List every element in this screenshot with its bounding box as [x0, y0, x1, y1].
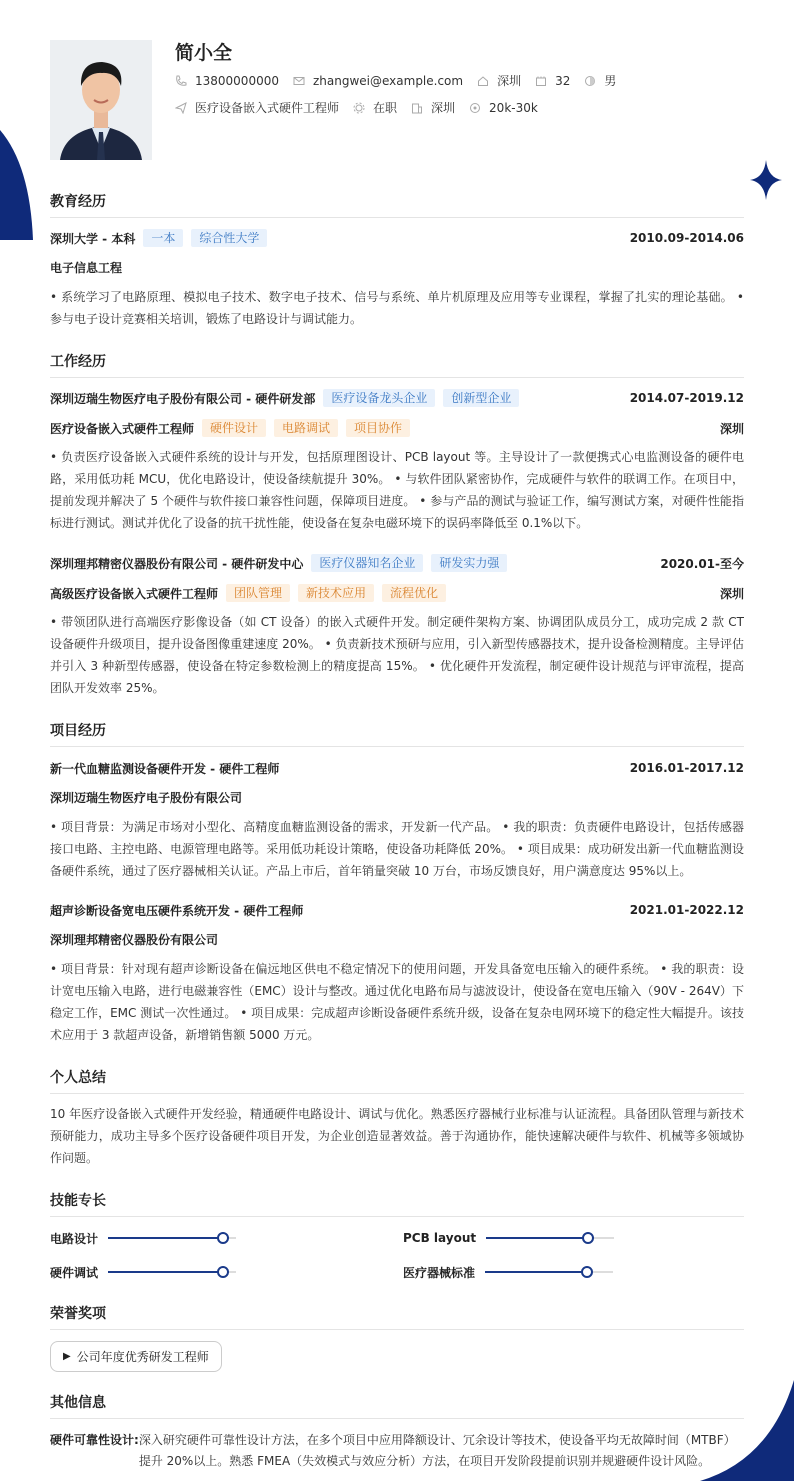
gender-value: 男	[604, 74, 617, 88]
award-item[interactable]	[50, 1341, 222, 1372]
resume-page	[50, 0, 744, 1468]
basic-info-row	[175, 72, 630, 89]
work-entry	[50, 553, 744, 699]
company-tag: 医疗设备龙头企业	[323, 389, 435, 407]
status-value: 在职	[373, 101, 398, 115]
project-entry	[50, 758, 744, 882]
job-intention-row	[175, 99, 552, 116]
major: 电子信息工程	[50, 261, 123, 275]
other-info-label: 硬件可靠性设计:	[50, 1433, 139, 1447]
city-value: 深圳	[497, 74, 522, 88]
company-dept: 深圳迈瑞生物医疗电子股份有限公司 - 硬件研发部	[50, 391, 316, 406]
education-description: • 系统学习了电路原理、模拟电子技术、数字电子技术、信号与系统、单片机原理及应用等专业课程，掌握了扎实的理论基础。 • 参与电子设计竞赛相关培训，锻炼了电路设计与调试能力。	[50, 290, 744, 326]
award-name: 公司年度优秀研发工程师	[76, 1350, 209, 1364]
skill-level-bar	[486, 1237, 614, 1239]
project-name-role: 超声诊断设备宽电压硬件系统开发 - 硬件工程师	[50, 903, 304, 918]
age-icon	[535, 75, 547, 87]
gender-icon	[584, 75, 596, 87]
skill-tag: 团队管理	[226, 584, 290, 602]
skill-tag: 新技术应用	[298, 584, 374, 602]
skill-tag: 电路调试	[274, 419, 338, 437]
job-title: 医疗设备嵌入式硬件工程师	[50, 421, 195, 436]
skill-item	[403, 1228, 614, 1248]
avatar	[50, 40, 152, 160]
work-location: 深圳	[719, 586, 744, 601]
skill-tag: 硬件设计	[202, 419, 266, 437]
work-entry	[50, 388, 744, 534]
target-position-value: 医疗设备嵌入式硬件工程师	[195, 101, 340, 115]
work-description: • 带领团队进行高端医疗影像设备（如 CT 设备）的嵌入式硬件开发。制定硬件架构方案、协调团队成员分工，成功完成 2 款 CT 设备硬件升级项目，提升设备图像重建速度 20%。 • 负责新技术预研与应用，引入新型传感器技术，提升设备检测精度。主导评估并引入 3 种新型传感器，使设备在特定参数检测上的精度提高 15%。 • 优化硬件开发流程，制定硬件设计规范与评审流程，提高团队开发效率 25%。	[50, 615, 744, 695]
send-icon	[175, 102, 187, 114]
corner-decoration-top-left	[0, 130, 34, 240]
profile-header	[50, 0, 744, 180]
job-title: 高级医疗设备嵌入式硬件工程师	[50, 586, 219, 601]
sparkle-icon	[750, 160, 782, 200]
education-period: 2010.09-2014.06	[629, 231, 744, 245]
skill-level-bar	[108, 1237, 236, 1239]
skill-level-knob	[217, 1232, 229, 1244]
salary-value: 20k-30k	[489, 100, 538, 115]
section-title-work: 工作经历	[50, 351, 744, 378]
skill-tag: 项目协作	[346, 419, 410, 437]
project-company: 深圳理邦精密仪器股份有限公司	[50, 933, 219, 947]
work-period: 2014.07-2019.12	[629, 391, 744, 405]
school-tag: 综合性大学	[191, 229, 267, 247]
salary-icon	[469, 102, 481, 114]
skill-level-knob	[217, 1266, 229, 1278]
skill-name: 电路设计	[50, 1231, 99, 1246]
education-entry	[50, 228, 744, 330]
target-city-value: 深圳	[431, 101, 456, 115]
section-title-other: 其他信息	[50, 1392, 744, 1419]
project-company: 深圳迈瑞生物医疗电子股份有限公司	[50, 791, 243, 805]
section-title-projects: 项目经历	[50, 720, 744, 747]
skill-level-fill	[486, 1237, 588, 1239]
company-tag: 研发实力强	[431, 554, 507, 572]
project-description: • 项目背景：针对现有超声诊断设备在偏远地区供电不稳定情况下的使用问题，开发具备宽电压输入的硬件系统。 • 我的职责：设计宽电压输入电路，进行电磁兼容性（EMC）设计与整改。通过优化电路布局与滤波设计，使设备在宽电压输入（90V - 264V）下稳定工作，EMC 测试一次性通过。 • 项目成果：完成超声诊断设备硬件系统升级，设备在复杂电网环境下的稳定性大幅提升。该技术应用于 3 款超声设备，新增销售额 5000 万元。	[50, 962, 744, 1042]
skill-level-bar	[108, 1271, 236, 1273]
home-icon	[477, 75, 489, 87]
phone-value: 13800000000	[195, 73, 279, 88]
email-value: zhangwei@example.com	[312, 73, 464, 88]
candidate-name: 简小全	[175, 42, 233, 64]
project-entry	[50, 900, 744, 1046]
skill-level-fill	[108, 1237, 223, 1239]
skill-level-knob	[581, 1266, 593, 1278]
skill-item	[50, 1262, 236, 1282]
project-description: • 项目背景：为满足市场对小型化、高精度血糖监测设备的需求，开发新一代产品。 • 我的职责：负责硬件电路设计，包括传感器接口电路、主控电路、电源管理电路等。采用低功耗设计策略，使设备功耗降低 20%。 • 项目成果：成功研发出新一代血糖监测设备硬件系统，通过了医疗器械相关认证。产品上市后，首年销量突破 10 万台，市场反馈良好，用户满意度达 95%以上。	[50, 820, 744, 878]
school-tag: 一本	[143, 229, 183, 247]
project-period: 2021.01-2022.12	[629, 903, 744, 917]
skill-level-fill	[108, 1271, 223, 1273]
skill-item	[403, 1262, 613, 1282]
other-info-item	[50, 1430, 744, 1472]
email-icon	[293, 75, 305, 87]
project-period: 2016.01-2017.12	[629, 761, 744, 775]
company-tag: 医疗仪器知名企业	[311, 554, 423, 572]
skill-level-knob	[582, 1232, 594, 1244]
phone-icon	[175, 75, 187, 87]
skill-item	[50, 1228, 236, 1248]
other-info-text: 深入研究硬件可靠性设计方法，在多个项目中应用降额设计、冗余设计等技术，使设备平均无故障时间（MTBF）提升 20%以上。熟悉 FMEA（失效模式与效应分析）方法，在项目开发阶段提前识别并规避硬件设计风险。	[138, 1433, 736, 1468]
age-value: 32	[555, 73, 571, 88]
skill-name: 医疗器械标准	[403, 1265, 476, 1280]
work-location: 深圳	[719, 421, 744, 436]
building-icon	[411, 102, 423, 114]
school-degree: 深圳大学 - 本科	[50, 231, 136, 246]
section-title-skills: 技能专长	[50, 1190, 744, 1217]
company-dept: 深圳理邦精密仪器股份有限公司 - 硬件研发中心	[50, 556, 304, 571]
section-title-summary: 个人总结	[50, 1067, 744, 1094]
status-gear-icon	[353, 102, 365, 114]
company-tag: 创新型企业	[443, 389, 519, 407]
work-description: • 负责医疗设备嵌入式硬件系统的设计与开发，包括原理图设计、PCB layout 等。主导设计了一款便携式心电监测设备的硬件电路，采用低功耗 MCU，优化电路设计，使设备续航提升 30%。 • 与软件团队紧密协作，完成硬件与软件的联调工作。在项目中，提前发现并解决了 5 个硬件与软件接口兼容性问题，保障项目进度。 • 参与产品的测试与验证工作，编写测试方案，对硬件性能指标进行测试。测试并优化了设备的抗干扰性能，使设备在复杂电磁环境下的误码率降低至 0.1%以下。	[50, 450, 744, 530]
section-title-education: 教育经历	[50, 191, 744, 218]
summary-text: 10 年医疗设备嵌入式硬件开发经验，精通硬件电路设计、调试与优化。熟悉医疗器械行业标准与认证流程。具备团队管理与新技术预研能力，成功主导多个医疗设备硬件项目开发，为企业创造显著效益。善于沟通协作，能快速解决硬件与软件、机械等多领域协作问题。	[50, 1107, 744, 1165]
caret-right-icon: ▶	[63, 1351, 71, 1362]
section-title-awards: 荣誉奖项	[50, 1303, 744, 1330]
skill-name: 硬件调试	[50, 1265, 99, 1280]
skill-level-bar	[485, 1271, 613, 1273]
skill-tag: 流程优化	[382, 584, 446, 602]
project-name-role: 新一代血糖监测设备硬件开发 - 硬件工程师	[50, 761, 280, 776]
skill-level-fill	[485, 1271, 587, 1273]
skill-name: PCB layout	[403, 1231, 477, 1245]
work-period: 2020.01-至今	[660, 556, 744, 571]
